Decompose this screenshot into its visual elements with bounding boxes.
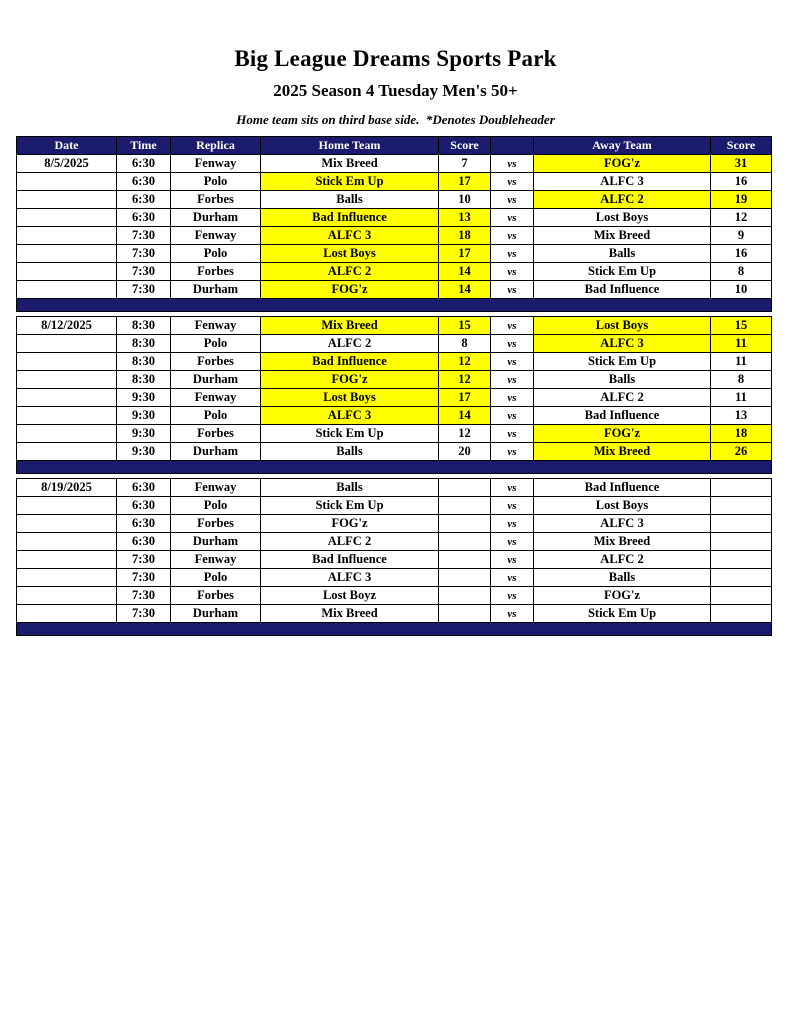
- game-row: [17, 425, 772, 443]
- away-score-cell: 9: [711, 227, 772, 245]
- time-cell: 6:30: [117, 533, 171, 551]
- home-team-cell: Bad Influence: [261, 353, 439, 371]
- replica-cell: Durham: [171, 443, 261, 461]
- away-team-cell: Lost Boys: [534, 497, 711, 515]
- home-score-cell: 18: [439, 227, 491, 245]
- time-cell: 6:30: [117, 155, 171, 173]
- page-title: Big League Dreams Sports Park: [234, 46, 557, 71]
- section-divider: [17, 299, 772, 312]
- time-cell: 6:30: [117, 497, 171, 515]
- game-row: [17, 443, 772, 461]
- game-row: [17, 281, 772, 299]
- home-score-cell: 12: [439, 371, 491, 389]
- away-team-cell: Mix Breed: [534, 227, 711, 245]
- vs-cell: vs: [491, 605, 534, 623]
- away-score-cell: 10: [711, 281, 772, 299]
- game-row: [17, 515, 772, 533]
- vs-cell: vs: [491, 209, 534, 227]
- away-score-cell: 19: [711, 191, 772, 209]
- vs-cell: vs: [491, 263, 534, 281]
- vs-cell: vs: [491, 227, 534, 245]
- home-score-cell: 15: [439, 317, 491, 335]
- home-score-cell: [439, 479, 491, 497]
- home-score-cell: 14: [439, 407, 491, 425]
- date-cell: 8/12/2025: [17, 317, 117, 335]
- header-away-team: Away Team: [534, 137, 711, 155]
- replica-cell: Forbes: [171, 263, 261, 281]
- home-score-cell: 7: [439, 155, 491, 173]
- away-team-cell: FOG'z: [534, 587, 711, 605]
- game-row: [17, 353, 772, 371]
- page-header: [0, 0, 791, 128]
- vs-cell: vs: [491, 173, 534, 191]
- away-score-cell: 11: [711, 353, 772, 371]
- game-row: [17, 317, 772, 335]
- date-cell: [17, 371, 117, 389]
- home-team-cell: Lost Boys: [261, 245, 439, 263]
- away-score-cell: [711, 479, 772, 497]
- replica-cell: Durham: [171, 209, 261, 227]
- home-team-cell: Lost Boyz: [261, 587, 439, 605]
- game-row: [17, 227, 772, 245]
- time-cell: 8:30: [117, 353, 171, 371]
- away-score-cell: 8: [711, 263, 772, 281]
- away-score-cell: 11: [711, 335, 772, 353]
- away-team-cell: Mix Breed: [534, 443, 711, 461]
- away-score-cell: 8: [711, 371, 772, 389]
- home-team-cell: ALFC 3: [261, 407, 439, 425]
- away-team-cell: Bad Influence: [534, 479, 711, 497]
- date-cell: [17, 389, 117, 407]
- away-score-cell: 12: [711, 209, 772, 227]
- header-time: Time: [117, 137, 171, 155]
- away-team-cell: Stick Em Up: [534, 353, 711, 371]
- replica-cell: Fenway: [171, 479, 261, 497]
- replica-cell: Polo: [171, 173, 261, 191]
- header-home-score: Score: [439, 137, 491, 155]
- vs-cell: vs: [491, 497, 534, 515]
- time-cell: 7:30: [117, 245, 171, 263]
- away-score-cell: [711, 587, 772, 605]
- time-cell: 9:30: [117, 443, 171, 461]
- home-team-cell: ALFC 3: [261, 569, 439, 587]
- header-home-team: Home Team: [261, 137, 439, 155]
- home-score-cell: [439, 515, 491, 533]
- home-score-cell: 12: [439, 425, 491, 443]
- time-cell: 6:30: [117, 191, 171, 209]
- home-team-cell: Mix Breed: [261, 317, 439, 335]
- away-score-cell: 15: [711, 317, 772, 335]
- time-cell: 7:30: [117, 281, 171, 299]
- time-cell: 9:30: [117, 407, 171, 425]
- home-team-cell: Stick Em Up: [261, 425, 439, 443]
- home-score-cell: 13: [439, 209, 491, 227]
- vs-cell: vs: [491, 479, 534, 497]
- home-team-cell: Bad Influence: [261, 209, 439, 227]
- header-away-score: Score: [711, 137, 772, 155]
- time-cell: 7:30: [117, 263, 171, 281]
- date-cell: [17, 569, 117, 587]
- home-score-cell: [439, 497, 491, 515]
- away-team-cell: ALFC 2: [534, 551, 711, 569]
- date-cell: [17, 551, 117, 569]
- game-row: [17, 191, 772, 209]
- replica-cell: Durham: [171, 605, 261, 623]
- vs-cell: vs: [491, 191, 534, 209]
- away-score-cell: 11: [711, 389, 772, 407]
- date-cell: [17, 407, 117, 425]
- header-vs-spacer: [491, 137, 534, 155]
- replica-cell: Fenway: [171, 551, 261, 569]
- home-team-cell: Lost Boys: [261, 389, 439, 407]
- away-score-cell: 16: [711, 173, 772, 191]
- game-row: [17, 479, 772, 497]
- game-row: [17, 209, 772, 227]
- date-cell: [17, 245, 117, 263]
- home-team-cell: Mix Breed: [261, 605, 439, 623]
- home-team-cell: ALFC 2: [261, 263, 439, 281]
- away-score-cell: [711, 497, 772, 515]
- date-cell: [17, 227, 117, 245]
- home-team-cell: Balls: [261, 443, 439, 461]
- away-score-cell: [711, 551, 772, 569]
- vs-cell: vs: [491, 551, 534, 569]
- replica-cell: Polo: [171, 335, 261, 353]
- home-team-cell: Bad Influence: [261, 551, 439, 569]
- time-cell: 9:30: [117, 425, 171, 443]
- date-cell: [17, 533, 117, 551]
- time-cell: 6:30: [117, 479, 171, 497]
- section-divider-bar: [17, 461, 772, 474]
- vs-cell: vs: [491, 335, 534, 353]
- header-date: Date: [17, 137, 117, 155]
- home-team-cell: FOG'z: [261, 371, 439, 389]
- date-cell: 8/5/2025: [17, 155, 117, 173]
- away-score-cell: 16: [711, 245, 772, 263]
- game-row: [17, 263, 772, 281]
- game-row: [17, 551, 772, 569]
- vs-cell: vs: [491, 353, 534, 371]
- date-cell: [17, 209, 117, 227]
- time-cell: 8:30: [117, 335, 171, 353]
- vs-cell: vs: [491, 407, 534, 425]
- home-team-cell: Stick Em Up: [261, 173, 439, 191]
- home-team-cell: Balls: [261, 191, 439, 209]
- game-row: [17, 335, 772, 353]
- vs-cell: vs: [491, 155, 534, 173]
- game-row: [17, 533, 772, 551]
- date-cell: [17, 425, 117, 443]
- game-row: [17, 407, 772, 425]
- section-divider-bar: [17, 299, 772, 312]
- away-team-cell: Bad Influence: [534, 407, 711, 425]
- home-score-cell: [439, 551, 491, 569]
- home-score-cell: 17: [439, 245, 491, 263]
- replica-cell: Fenway: [171, 155, 261, 173]
- away-team-cell: Balls: [534, 245, 711, 263]
- vs-cell: vs: [491, 371, 534, 389]
- away-team-cell: ALFC 3: [534, 173, 711, 191]
- time-cell: 8:30: [117, 317, 171, 335]
- home-score-cell: [439, 533, 491, 551]
- replica-cell: Fenway: [171, 317, 261, 335]
- replica-cell: Forbes: [171, 515, 261, 533]
- game-row: [17, 173, 772, 191]
- away-score-cell: 18: [711, 425, 772, 443]
- replica-cell: Polo: [171, 569, 261, 587]
- away-team-cell: Stick Em Up: [534, 263, 711, 281]
- home-score-cell: 12: [439, 353, 491, 371]
- section-divider-bar: [17, 623, 772, 636]
- away-team-cell: Bad Influence: [534, 281, 711, 299]
- vs-cell: vs: [491, 443, 534, 461]
- away-team-cell: Lost Boys: [534, 317, 711, 335]
- date-cell: [17, 605, 117, 623]
- replica-cell: Fenway: [171, 389, 261, 407]
- vs-cell: vs: [491, 587, 534, 605]
- vs-cell: vs: [491, 317, 534, 335]
- away-score-cell: 26: [711, 443, 772, 461]
- away-team-cell: ALFC 3: [534, 515, 711, 533]
- date-cell: [17, 497, 117, 515]
- vs-cell: vs: [491, 569, 534, 587]
- home-team-cell: ALFC 2: [261, 533, 439, 551]
- home-score-cell: 17: [439, 389, 491, 407]
- page-note: Home team sits on third base side. *Denotes Doubleheader: [236, 112, 555, 127]
- replica-cell: Durham: [171, 281, 261, 299]
- home-score-cell: 14: [439, 281, 491, 299]
- time-cell: 6:30: [117, 515, 171, 533]
- away-team-cell: Lost Boys: [534, 209, 711, 227]
- table-header-row: [17, 137, 772, 155]
- away-score-cell: 13: [711, 407, 772, 425]
- away-team-cell: ALFC 2: [534, 389, 711, 407]
- date-cell: [17, 353, 117, 371]
- home-score-cell: 8: [439, 335, 491, 353]
- home-team-cell: Mix Breed: [261, 155, 439, 173]
- away-team-cell: FOG'z: [534, 155, 711, 173]
- vs-cell: vs: [491, 245, 534, 263]
- date-cell: [17, 281, 117, 299]
- date-cell: [17, 515, 117, 533]
- date-cell: [17, 191, 117, 209]
- replica-cell: Fenway: [171, 227, 261, 245]
- home-score-cell: [439, 605, 491, 623]
- date-cell: 8/19/2025: [17, 479, 117, 497]
- replica-cell: Forbes: [171, 425, 261, 443]
- replica-cell: Forbes: [171, 191, 261, 209]
- home-team-cell: ALFC 3: [261, 227, 439, 245]
- replica-cell: Durham: [171, 371, 261, 389]
- replica-cell: Polo: [171, 497, 261, 515]
- schedule-body: [17, 155, 772, 636]
- schedule-table: [16, 136, 772, 636]
- away-team-cell: ALFC 2: [534, 191, 711, 209]
- replica-cell: Forbes: [171, 353, 261, 371]
- home-score-cell: 10: [439, 191, 491, 209]
- home-score-cell: [439, 587, 491, 605]
- vs-cell: vs: [491, 533, 534, 551]
- page-subtitle: 2025 Season 4 Tuesday Men's 50+: [273, 81, 518, 100]
- game-row: [17, 587, 772, 605]
- game-row: [17, 569, 772, 587]
- header-replica: Replica: [171, 137, 261, 155]
- home-score-cell: [439, 569, 491, 587]
- date-cell: [17, 173, 117, 191]
- time-cell: 7:30: [117, 605, 171, 623]
- home-team-cell: Stick Em Up: [261, 497, 439, 515]
- time-cell: 7:30: [117, 551, 171, 569]
- time-cell: 7:30: [117, 227, 171, 245]
- home-score-cell: 14: [439, 263, 491, 281]
- time-cell: 6:30: [117, 209, 171, 227]
- game-row: [17, 371, 772, 389]
- date-cell: [17, 443, 117, 461]
- game-row: [17, 389, 772, 407]
- replica-cell: Forbes: [171, 587, 261, 605]
- home-score-cell: 20: [439, 443, 491, 461]
- game-row: [17, 497, 772, 515]
- away-team-cell: Mix Breed: [534, 533, 711, 551]
- section-divider: [17, 623, 772, 636]
- section-divider: [17, 461, 772, 474]
- vs-cell: vs: [491, 515, 534, 533]
- home-team-cell: FOG'z: [261, 281, 439, 299]
- away-score-cell: [711, 569, 772, 587]
- away-score-cell: [711, 605, 772, 623]
- home-score-cell: 17: [439, 173, 491, 191]
- home-team-cell: Balls: [261, 479, 439, 497]
- vs-cell: vs: [491, 425, 534, 443]
- away-score-cell: [711, 515, 772, 533]
- time-cell: 9:30: [117, 389, 171, 407]
- replica-cell: Durham: [171, 533, 261, 551]
- date-cell: [17, 263, 117, 281]
- vs-cell: vs: [491, 281, 534, 299]
- away-team-cell: Stick Em Up: [534, 605, 711, 623]
- home-team-cell: ALFC 2: [261, 335, 439, 353]
- away-score-cell: [711, 533, 772, 551]
- game-row: [17, 245, 772, 263]
- time-cell: 6:30: [117, 173, 171, 191]
- replica-cell: Polo: [171, 245, 261, 263]
- away-team-cell: FOG'z: [534, 425, 711, 443]
- game-row: [17, 605, 772, 623]
- vs-cell: vs: [491, 389, 534, 407]
- time-cell: 7:30: [117, 587, 171, 605]
- date-cell: [17, 335, 117, 353]
- away-score-cell: 31: [711, 155, 772, 173]
- date-cell: [17, 587, 117, 605]
- away-team-cell: Balls: [534, 371, 711, 389]
- home-team-cell: FOG'z: [261, 515, 439, 533]
- time-cell: 7:30: [117, 569, 171, 587]
- replica-cell: Polo: [171, 407, 261, 425]
- away-team-cell: ALFC 3: [534, 335, 711, 353]
- away-team-cell: Balls: [534, 569, 711, 587]
- time-cell: 8:30: [117, 371, 171, 389]
- game-row: [17, 155, 772, 173]
